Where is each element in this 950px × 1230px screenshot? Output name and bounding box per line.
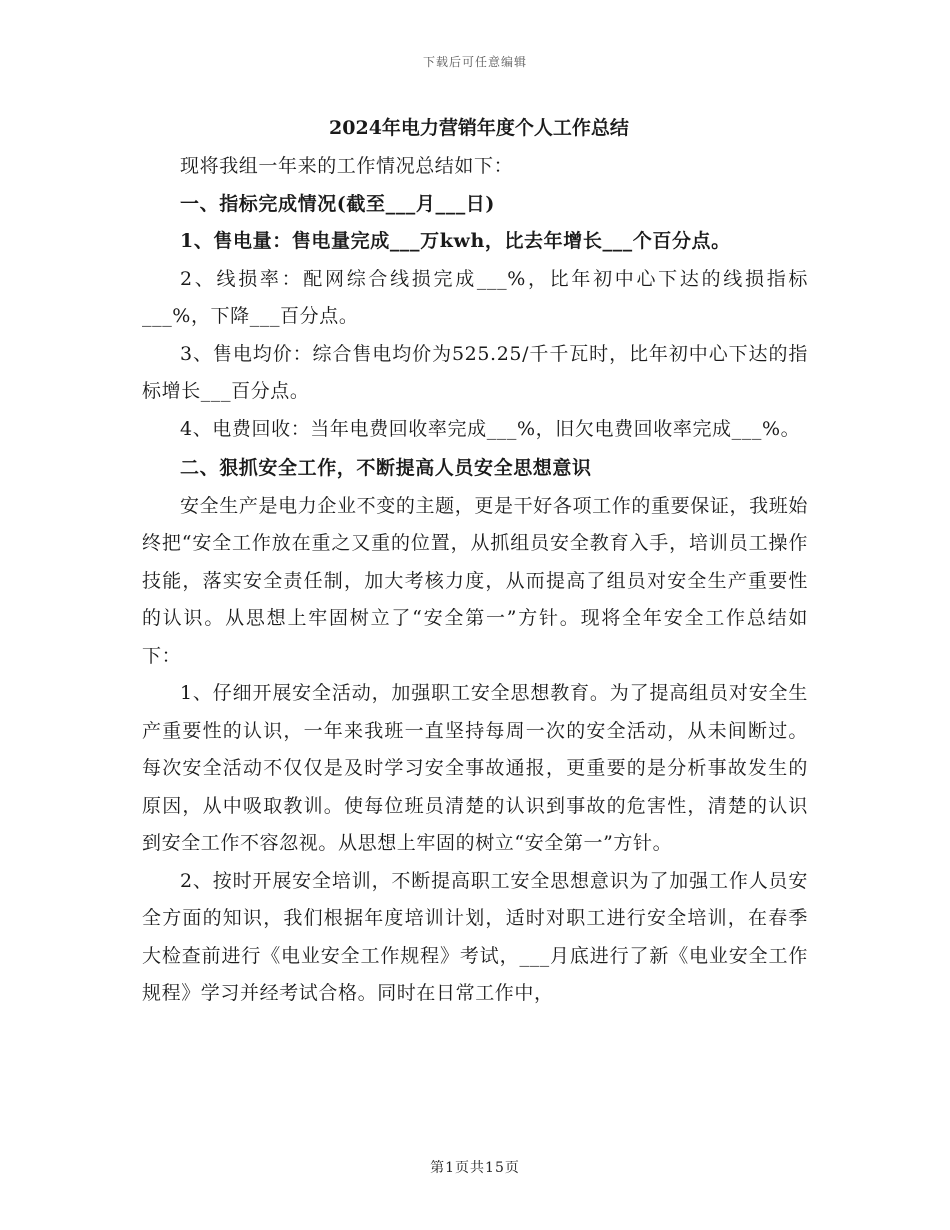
item-fee-recovery: 4、电费回收：当年电费回收率完成___%，旧欠电费回收率完成___%。 — [180, 417, 801, 440]
item-line-loss: 2、线损率：配网综合线损完成___%，比年初中心下达的线损指标___%，下降___百分点。 — [142, 267, 808, 327]
document-title: 2024年电力营销年度个人工作总结 — [329, 117, 629, 139]
item-average-price: 3、售电均价：综合售电均价为525.25/千千瓦时，比年初中心下达的指标增长___百分点。 — [142, 342, 808, 402]
section-heading-indicators: 一、指标完成情况(截至___月___日) — [180, 192, 495, 215]
safety-training-paragraph: 2、按时开展安全培训，不断提高职工安全思想意识为了加强工作人员安全方面的知识，我们根据年度培训计划，适时对职工进行安全培训，在春季大检查前进行《电业安全工作规程》考试，___月底进行了新《电业安全工作规程》学习并经考试合格。同时在日常工作中， — [142, 869, 808, 1004]
intro-paragraph: 现将我组一年来的工作情况总结如下： — [180, 155, 514, 177]
document-body — [142, 112, 808, 1013]
safety-activity-paragraph: 1、仔细开展安全活动，加强职工安全思想教育。为了提高组员对安全生产重要性的认识，一年来我班一直坚持每周一次的安全活动，从未间断过。每次安全活动不仅仅是及时学习安全事故通报，更重要的是分析事故发生的原因，从中吸取教训。使每位班员清楚的认识到事故的危害性，清楚的认识到安全工作不容忽视。从思想上牢固的树立“安全第一”方针。 — [142, 682, 808, 854]
section-heading-safety: 二、狠抓安全工作，不断提高人员安全思想意识 — [180, 457, 592, 479]
header-note: 下载后可任意编辑 — [422, 55, 527, 69]
item-sales-volume: 1、售电量：售电量完成___万kwh，比去年增长___个百分点。 — [180, 230, 731, 252]
page-number: 第1页共15页 — [430, 1160, 520, 1176]
safety-intro-paragraph: 安全生产是电力企业不变的主题，更是干好各项工作的重要保证，我班始终把“安全工作放在重之又重的位置，从抓组员安全教育入手，培训员工操作技能，落实安全责任制，加大考核力度，从而提高了组员对安全生产重要性的认识。从思想上牢固树立了“安全第一”方针。现将全年安全工作总结如下： — [142, 494, 808, 667]
